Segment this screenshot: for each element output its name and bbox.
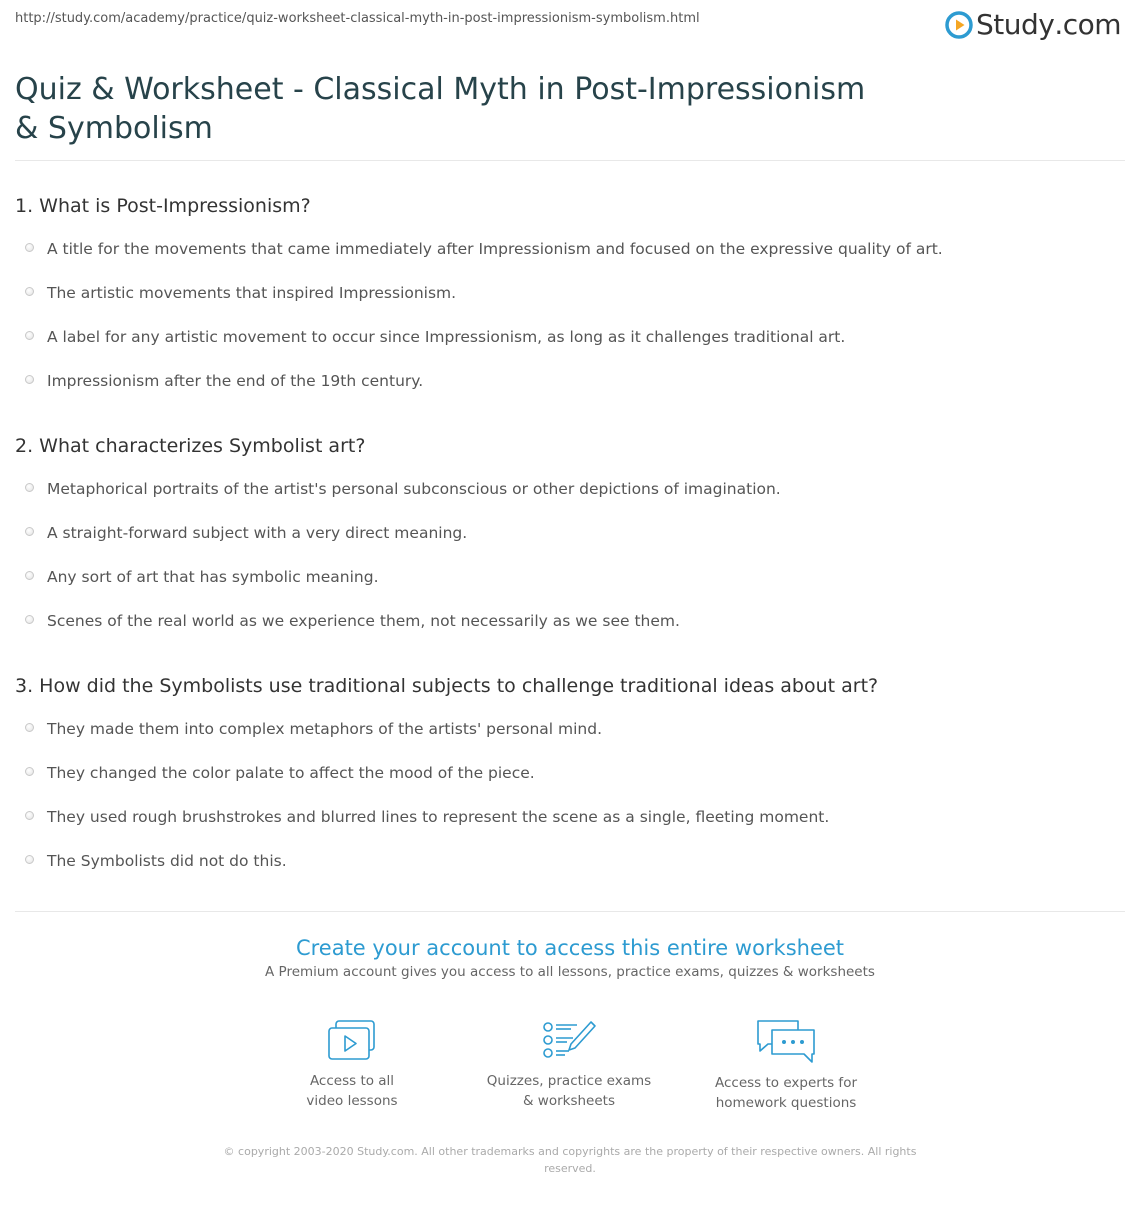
- radio-button[interactable]: [25, 723, 34, 732]
- answer-option[interactable]: [15, 467, 1125, 511]
- answer-option[interactable]: [15, 359, 1125, 403]
- radio-button[interactable]: [25, 811, 34, 820]
- title-divider: [15, 160, 1125, 161]
- logo-suffix: .com: [1054, 8, 1122, 41]
- radio-button[interactable]: [25, 483, 34, 492]
- answer-text: A straight-forward subject with a very direct meaning.: [47, 524, 468, 542]
- answer-option[interactable]: [15, 315, 1125, 359]
- answer-text: They used rough brushstrokes and blurred lines to represent the scene as a single, fleeting moment.: [47, 808, 830, 826]
- radio-button[interactable]: [25, 527, 34, 536]
- study-logo[interactable]: [945, 8, 1121, 41]
- radio-button[interactable]: [25, 287, 34, 296]
- play-circle-icon: [945, 11, 973, 39]
- feature-line-2: video lessons: [306, 1093, 398, 1109]
- answer-option[interactable]: [15, 751, 1125, 795]
- answer-list: [15, 707, 1125, 883]
- question-3: [15, 673, 1125, 883]
- answer-option[interactable]: [15, 839, 1125, 883]
- video-lessons-icon: [326, 1018, 378, 1062]
- chat-bubbles-icon: [754, 1018, 818, 1064]
- radio-button[interactable]: [25, 331, 34, 340]
- create-account-link[interactable]: Create your account to access this entire worksheet: [295, 936, 845, 960]
- answer-text: The artistic movements that inspired Impressionism.: [47, 284, 457, 302]
- question-2: [15, 433, 1125, 643]
- radio-button[interactable]: [25, 855, 34, 864]
- question-label: 3. How did the Symbolists use traditional subjects to challenge traditional ideas about art?: [15, 675, 879, 697]
- feature-experts: [696, 1018, 876, 1113]
- radio-button[interactable]: [25, 375, 34, 384]
- answer-option[interactable]: [15, 555, 1125, 599]
- answer-text: A label for any artistic movement to occur since Impressionism, as long as it challenges traditional art.: [47, 328, 846, 346]
- question-label: 1. What is Post-Impressionism?: [15, 195, 311, 217]
- signup-prompt: [15, 936, 1125, 980]
- question-label: 2. What characterizes Symbolist art?: [15, 435, 366, 457]
- answer-option[interactable]: [15, 271, 1125, 315]
- premium-description: A Premium account gives you access to all lessons, practice exams, quizzes & worksheets: [265, 964, 875, 980]
- feature-quizzes: [479, 1018, 659, 1111]
- feature-line-2: & worksheets: [522, 1093, 615, 1109]
- answer-text: They changed the color palate to affect the mood of the piece.: [47, 764, 535, 782]
- radio-button[interactable]: [25, 571, 34, 580]
- quiz-list-icon: [541, 1018, 597, 1062]
- copyright-line-2: reserved.: [544, 1162, 596, 1175]
- answer-option[interactable]: [15, 227, 1125, 271]
- answer-option[interactable]: [15, 707, 1125, 751]
- page-url: http://study.com/academy/practice/quiz-worksheet-classical-myth-in-post-impressionism-symbolism.html: [15, 11, 700, 26]
- answer-text: The Symbolists did not do this.: [47, 852, 287, 870]
- answer-text: Scenes of the real world as we experience them, not necessarily as we see them.: [47, 612, 680, 630]
- answer-list: [15, 227, 1125, 403]
- answer-option[interactable]: [15, 795, 1125, 839]
- answer-text: They made them into complex metaphors of the artists' personal mind.: [47, 720, 603, 738]
- feature-line-2: homework questions: [715, 1095, 857, 1111]
- feature-line-1: Access to experts for: [714, 1075, 857, 1091]
- feature-line-1: Quizzes, practice exams: [486, 1073, 652, 1089]
- answer-text: Impressionism after the end of the 19th century.: [47, 372, 424, 390]
- feature-line-1: Access to all: [309, 1073, 395, 1089]
- answer-text: Metaphorical portraits of the artist's personal subconscious or other depictions of imagination.: [47, 480, 781, 498]
- radio-button[interactable]: [25, 767, 34, 776]
- answer-option[interactable]: [15, 599, 1125, 643]
- answer-list: [15, 467, 1125, 643]
- quiz-divider: [15, 911, 1125, 912]
- copyright-line-1: © copyright 2003-2020 Study.com. All other trademarks and copyrights are the property of their respective owners. All rights: [223, 1145, 917, 1158]
- feature-video-lessons: [262, 1018, 442, 1111]
- radio-button[interactable]: [25, 615, 34, 624]
- logo-text: Study: [976, 8, 1055, 41]
- copyright-footer: [220, 1143, 920, 1177]
- answer-text: A title for the movements that came immediately after Impressionism and focused on the expressive quality of art.: [47, 240, 943, 258]
- answer-option[interactable]: [15, 511, 1125, 555]
- radio-button[interactable]: [25, 243, 34, 252]
- page-title: Quiz & Worksheet - Classical Myth in Post-Impressionism & Symbolism: [15, 72, 866, 146]
- answer-text: Any sort of art that has symbolic meaning.: [47, 568, 379, 586]
- question-1: [15, 193, 1125, 403]
